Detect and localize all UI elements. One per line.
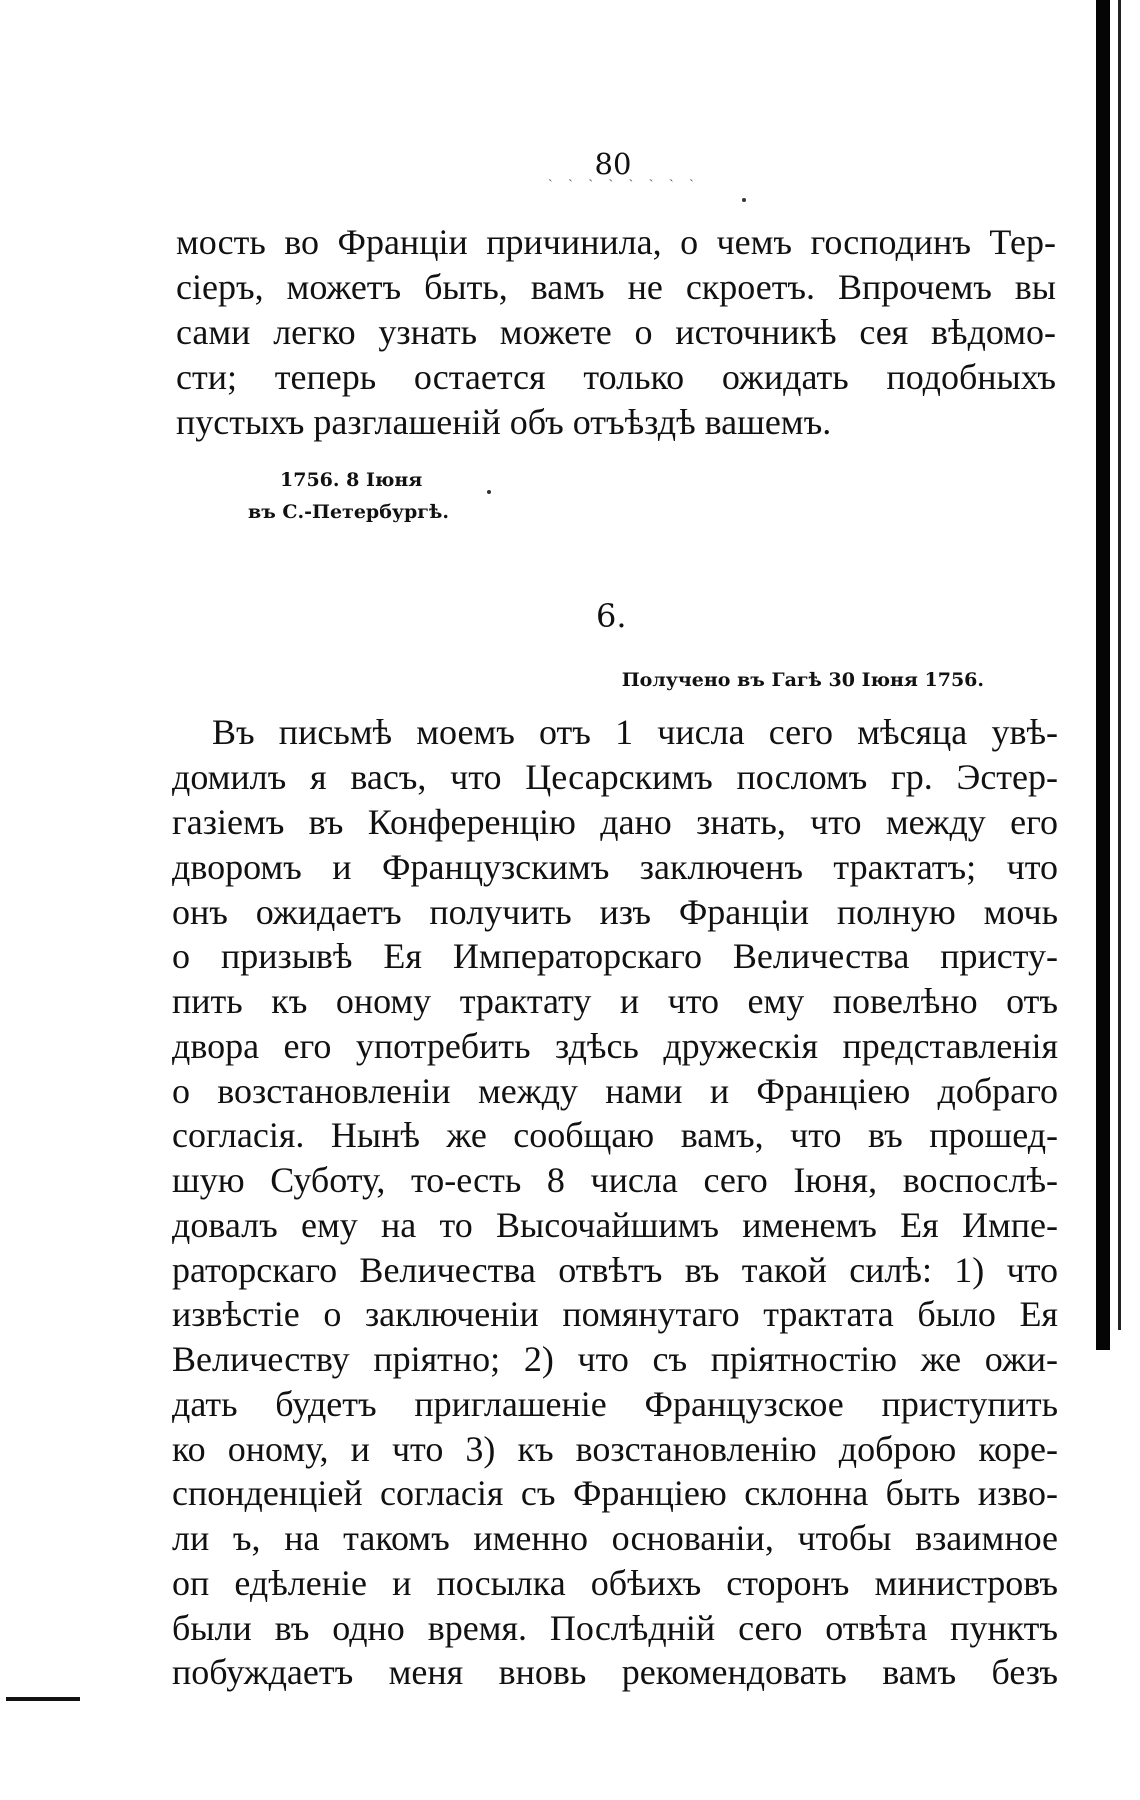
- text-line: оп едѣленіе и посылка обѣихъ сторонъ министровъ: [172, 1563, 1058, 1603]
- scan-edge-shadow: [1096, 0, 1110, 1350]
- received-note: Получено въ Гагѣ 30 Іюня 1756.: [621, 669, 984, 691]
- scan-speck: [487, 490, 491, 494]
- text-line: Величеству пріятно; 2) что съ пріятностію же ожи-: [172, 1339, 1058, 1379]
- scan-noise-ticks: ` ` ` ` ` ` ` `: [548, 178, 700, 193]
- text-line: Въ письмѣ моемъ отъ 1 числа сего мѣсяца увѣ-: [212, 712, 1058, 752]
- text-line: были въ одно время. Послѣдній сего отвѣта пунктъ: [172, 1608, 1058, 1648]
- dateline-place: въ С.-Петербургѣ.: [248, 501, 449, 523]
- scan-speck: [742, 198, 746, 202]
- text-line: сами легко узнать можете о источникѣ сея вѣдомо-: [176, 312, 1056, 352]
- text-line: раторскаго Величества отвѣтъ въ такой силѣ: 1) что: [172, 1250, 1058, 1290]
- text-line: о призывѣ Ея Императорскаго Величества присту-: [172, 936, 1058, 976]
- section-number: 6.: [596, 597, 627, 635]
- text-line: мость во Франціи причинила, о чемъ господинъ Тер-: [176, 222, 1056, 262]
- scan-edge-line: [1118, 0, 1121, 1330]
- text-line: спонденціей согласія съ Франціею склонна быть изво-: [172, 1473, 1058, 1513]
- text-line: довалъ ему на то Высочайшимъ именемъ Ея Импе-: [172, 1205, 1058, 1245]
- text-line: шую Суботу, то-есть 8 числа сего Іюня, воспослѣ-: [172, 1160, 1058, 1200]
- text-line: сти; теперь остается только ожидать подобныхъ: [176, 357, 1056, 397]
- text-line: ли ъ, на такомъ именно основаніи, чтобы взаимное: [172, 1518, 1058, 1558]
- text-line: газіемъ въ Конференцію дано знать, что между его: [172, 802, 1058, 842]
- text-line: дворомъ и Французскимъ заключенъ трактатъ; что: [172, 847, 1058, 887]
- dateline-date: 1756. 8 Іюня: [280, 469, 423, 491]
- text-line: онъ ожидаетъ получить изъ Франціи полную мочь: [172, 892, 1058, 932]
- text-line: пить къ оному трактату и что ему повелѣно отъ: [172, 981, 1058, 1021]
- text-line: сіеръ, можетъ быть, вамъ не скроетъ. Впрочемъ вы: [176, 267, 1056, 307]
- text-line: согласія. Нынѣ же сообщаю вамъ, что въ прошед-: [172, 1115, 1058, 1155]
- text-line: дать будетъ приглашеніе Французское приступить: [172, 1384, 1058, 1424]
- text-line: извѣстіе о заключеніи помянутаго трактата было Ея: [172, 1294, 1058, 1334]
- text-line: побуждаетъ меня вновь рекомендовать вамъ безъ: [172, 1652, 1058, 1692]
- text-line: пустыхъ разглашеній объ отъѣздѣ вашемъ.: [176, 402, 832, 442]
- page-number: 80: [594, 147, 632, 181]
- margin-mark: [6, 1697, 80, 1701]
- text-line: о возстановленіи между нами и Франціею добраго: [172, 1071, 1058, 1111]
- text-line: домилъ я васъ, что Цесарскимъ посломъ гр. Эстер-: [172, 757, 1058, 797]
- text-line: двора его употребить здѣсь дружескія представленія: [172, 1026, 1058, 1066]
- text-line: ко оному, и что 3) къ возстановленію доброю коре-: [172, 1429, 1058, 1469]
